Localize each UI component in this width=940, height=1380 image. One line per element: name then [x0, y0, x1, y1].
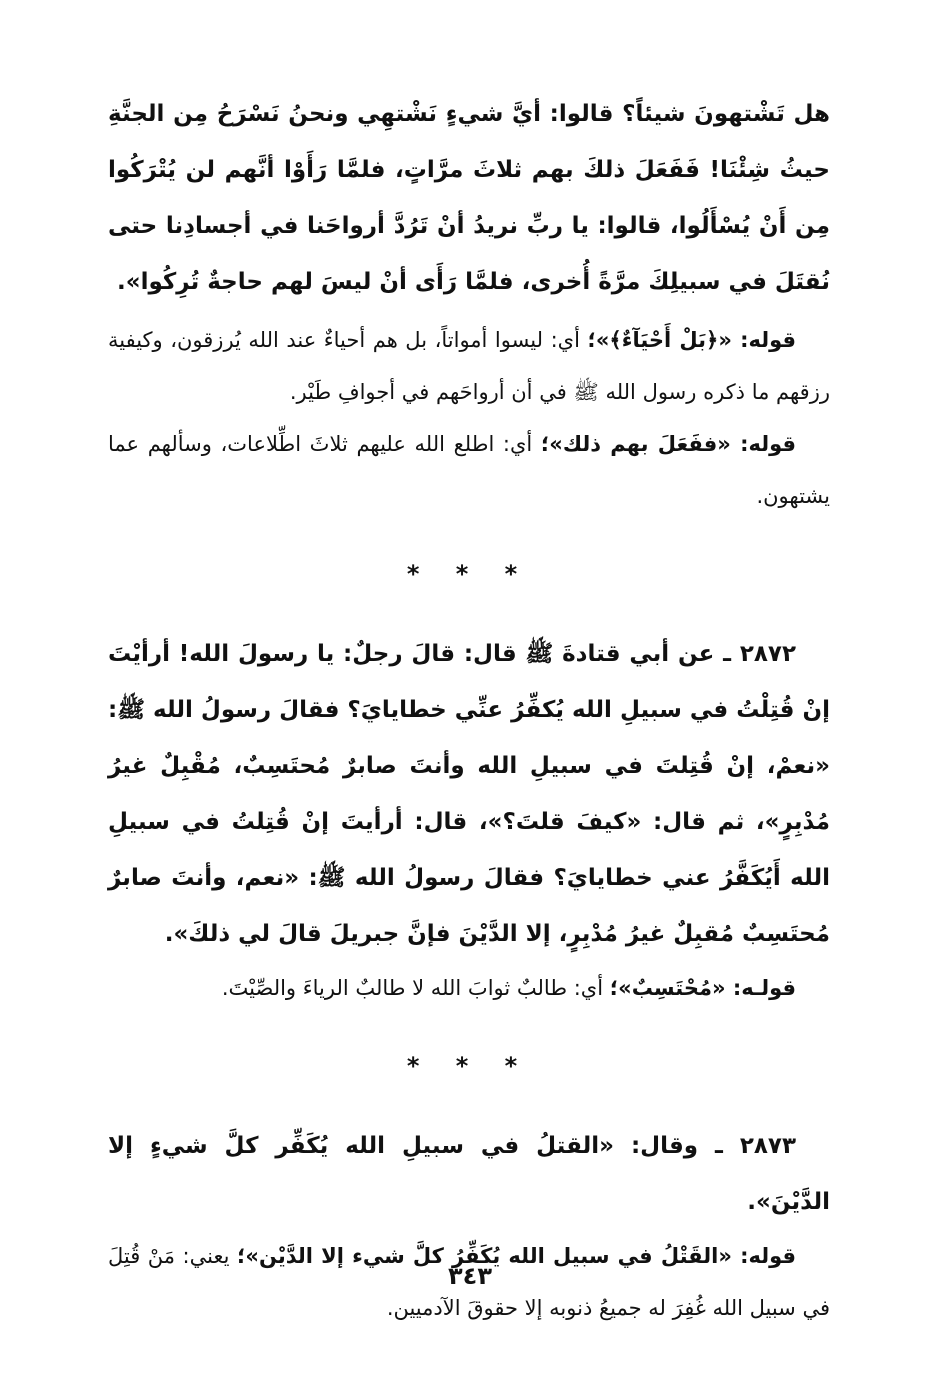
commentary-lead: قوله: «﴿بَلْ أَحْيَآءٌ﴾»؛ [587, 328, 797, 352]
page-number: ٣٤٣ [448, 1262, 492, 1290]
commentary-lead: قولـه: «مُحْتَسِبٌ»؛ [609, 976, 796, 1000]
commentary-paragraph [108, 314, 830, 418]
commentary-paragraph [108, 962, 830, 1014]
commentary-lead: قوله: «ففَعَلَ بهم ذلك»؛ [540, 432, 797, 456]
commentary-lead: قوله: «القَتْلُ في سبيل الله يُكَفِّرُ كلَّ شيء إلا الدَّيْن»؛ [236, 1244, 797, 1268]
hadith-2873: ٢٨٧٣ ـ وقال: «القتلُ في سبيلِ الله يُكَفِّر كلَّ شيءٍ إلا الدَّيْنَ». [108, 1133, 830, 1215]
hadith-2872: ٢٨٧٢ ـ عن أبي قتادةَ ﷺ قال: قالَ رجلٌ: يا رسولَ الله! أرأيْتَ إنْ قُتِلْتُ في سبيلِ الله يُكفِّرُ عنِّي خطايايَ؟ فقالَ رسولُ الله ﷺ: «نعمْ، إنْ قُتِلتَ في سبيلِ الله وأنتَ صابرٌ مُحتَسِبٌ، مُقْبِلٌ غيرُ مُدْبِرٍ»، ثم قال: «كيفَ قلتَ؟»، قال: أرأيتَ إنْ قُتِلتُ في سبيلِ الله أَيُكَفَّرُ عني خطايايَ؟ فقالَ رسولُ الله ﷺ: «نعم، وأنتَ صابرٌ مُحتَسِبٌ مُقبِلٌ غيرُ مُدْبِرٍ، إلا الدَّيْنَ فإنَّ جبريلَ قالَ لي ذلكَ». [108, 641, 830, 947]
commentary-body: أي: طالبٌ ثوابَ الله لا طالبٌ الرياءَ والصِّيْتَ. [221, 976, 610, 1000]
commentary-body: أي: اطلع الله عليهم ثلاثَ اطِّلاعات، وسألهم عما يشتهون. [108, 432, 830, 508]
section-separator: * * * [406, 1052, 532, 1080]
commentary-body: يعني: مَنْ قُتِلَ في سبيل الله غُفِرَ له جميعُ ذنوبه إلا حقوقَ الآدميين. [108, 1244, 830, 1320]
commentary-body: أي: ليسوا أمواتاً، بل هم أحياءٌ عند الله يُرزقون، وكيفية رزقهم ما ذكره رسول الله ﷺ في أن أرواحَهم في أجوافِ طَيْر. [108, 328, 830, 404]
commentary-paragraph [108, 418, 830, 522]
page-body [108, 86, 830, 1334]
hadith-continuation: هل تَشْتهونَ شيئاً؟ قالوا: أيَّ شيءٍ نَشْتهِي ونحنُ نَسْرَحُ مِن الجنَّةِ حيثُ شِئْنَا! فَفَعَلَ ذلكَ بهم ثلاثَ مرَّاتٍ، فلمَّا رَأَوْا أنَّهم لن يُتْرَكُوا مِن أَنْ يُسْأَلُوا، قالوا: يا ربِّ نريدُ أنْ تَرُدَّ أرواحَنا في أجسادِنا حتى نُقتَلَ في سبيلِكَ مرَّةً أُخرى، فلمَّا رَأَى أنْ ليسَ لهم حاجةٌ تُرِكُوا». [108, 101, 830, 295]
section-separator: * * * [406, 560, 532, 588]
